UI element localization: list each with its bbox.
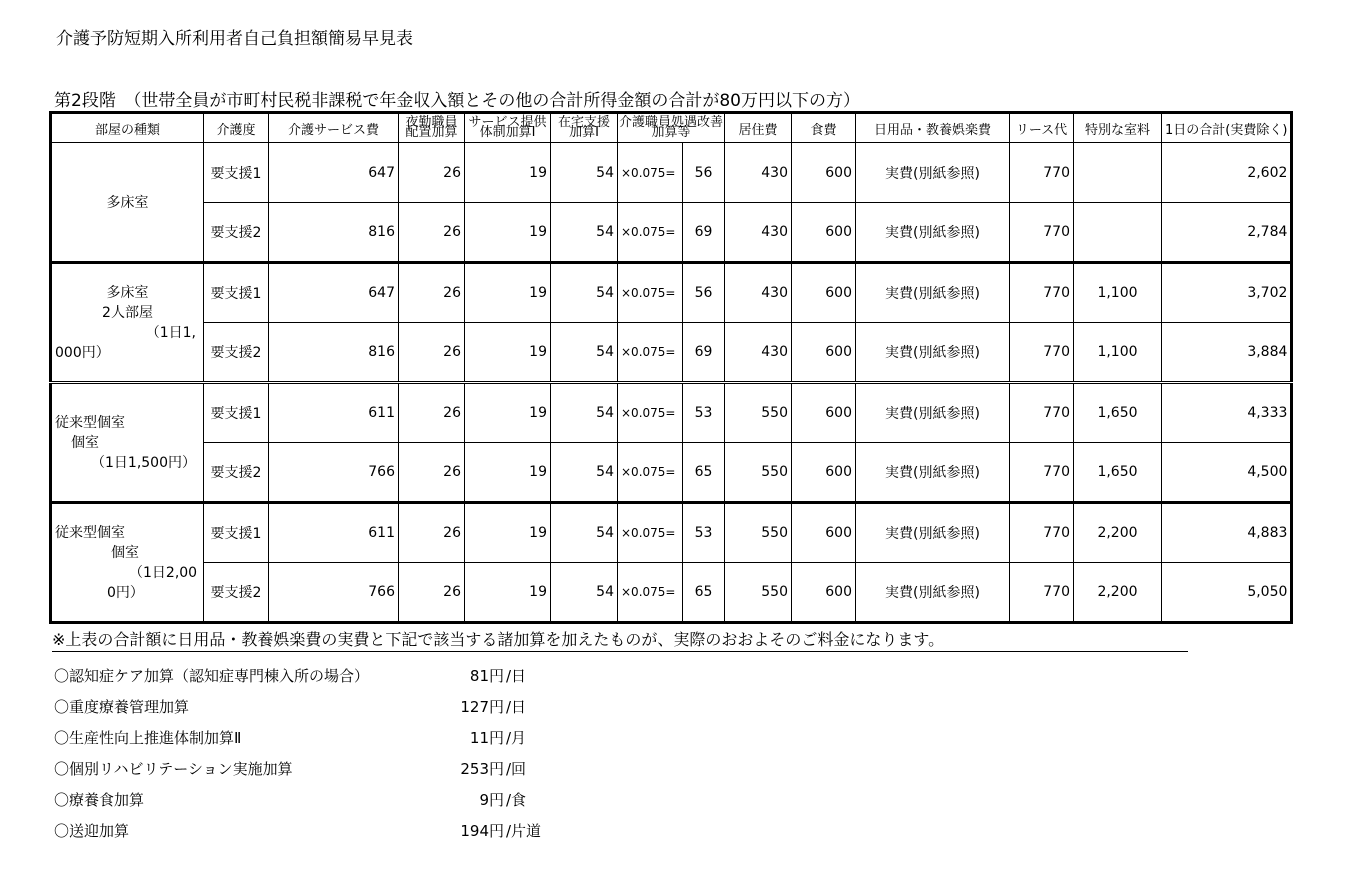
fee-table — [49, 111, 1293, 624]
meal-cell: 600 — [792, 203, 856, 263]
addon-name: 〇生産性向上推進体制加算Ⅱ — [54, 729, 242, 747]
night-staff-cell: 26 — [399, 503, 465, 563]
rate-cell: ×0.075= — [618, 503, 683, 563]
care-level-cell: 要支援2 — [204, 443, 269, 503]
rate-cell: ×0.075= — [618, 443, 683, 503]
room-type-line: 従来型個室 — [55, 524, 125, 541]
residence-cell: 550 — [725, 503, 792, 563]
room-type-line: 000円） — [55, 344, 110, 361]
table-note: ※上表の合計額に日用品・教養娯楽費の実費と下記で該当する諸加算を加えたものが、実際のおおよそのご料金になります。 — [52, 627, 1188, 652]
addon-item — [54, 815, 541, 846]
header-service-system: サービス提供体制加算Ⅰ — [465, 113, 551, 143]
room-type-line: 個室 — [71, 434, 99, 451]
addon-price: 11円 — [469, 729, 504, 747]
care-level-cell: 要支援1 — [204, 263, 269, 323]
home-support-cell: 54 — [551, 563, 618, 623]
meal-cell: 600 — [792, 563, 856, 623]
daily-goods-cell: 実費(別紙参照) — [856, 443, 1010, 503]
room-type-line: 0円） — [107, 584, 144, 601]
care-level-cell: 要支援2 — [204, 203, 269, 263]
addon-item — [54, 722, 541, 753]
meal-cell: 600 — [792, 383, 856, 443]
lease-cell: 770 — [1010, 203, 1074, 263]
service-system-cell: 19 — [465, 203, 551, 263]
header-staff-improvement: 介護職員処遇改善加算等 — [618, 113, 725, 143]
header-service-fee: 介護サービス費 — [269, 113, 399, 143]
header-night-staff: 夜勤職員配置加算 — [399, 113, 465, 143]
service-fee-cell: 647 — [269, 143, 399, 203]
residence-cell: 550 — [725, 563, 792, 623]
addon-unit: /日 — [506, 698, 527, 716]
table-row — [51, 563, 1292, 623]
home-support-cell: 54 — [551, 383, 618, 443]
lease-cell: 770 — [1010, 383, 1074, 443]
addon-price: 253円 — [460, 760, 504, 778]
special-room-cell: 1,100 — [1074, 263, 1162, 323]
care-level-cell: 要支援1 — [204, 143, 269, 203]
service-fee-cell: 766 — [269, 563, 399, 623]
service-system-cell: 19 — [465, 143, 551, 203]
service-system-cell: 19 — [465, 323, 551, 383]
residence-cell: 430 — [725, 143, 792, 203]
night-staff-cell: 26 — [399, 203, 465, 263]
room-type-line: 多床室 — [106, 284, 149, 301]
lease-cell: 770 — [1010, 503, 1074, 563]
service-fee-cell: 611 — [269, 383, 399, 443]
staff-improvement-cell: 69 — [683, 203, 725, 263]
home-support-cell: 54 — [551, 503, 618, 563]
special-room-cell — [1074, 203, 1162, 263]
night-staff-cell: 26 — [399, 563, 465, 623]
table-row — [51, 323, 1292, 383]
staff-improvement-cell: 53 — [683, 503, 725, 563]
header-meal: 食費 — [792, 113, 856, 143]
addon-name: 〇個別リハビリテーション実施加算 — [54, 760, 293, 778]
room-type-cell — [51, 383, 204, 503]
room-type-line: 従来型個室 — [55, 414, 125, 431]
room-type-line: （1日1, — [145, 324, 196, 341]
daily-total-cell: 4,500 — [1162, 443, 1292, 503]
table-row — [51, 383, 1292, 443]
service-fee-cell: 816 — [269, 323, 399, 383]
room-type-line: 多床室 — [106, 195, 149, 211]
service-system-cell: 19 — [465, 503, 551, 563]
meal-cell: 600 — [792, 443, 856, 503]
special-room-cell — [1074, 143, 1162, 203]
home-support-cell: 54 — [551, 203, 618, 263]
room-type-line: 個室 — [111, 544, 139, 561]
addon-unit: /片道 — [506, 822, 542, 840]
meal-cell: 600 — [792, 323, 856, 383]
addon-name: 〇送迎加算 — [54, 822, 130, 840]
addon-price: 9円 — [479, 791, 504, 809]
addon-list — [54, 660, 541, 846]
meal-cell: 600 — [792, 503, 856, 563]
addon-unit: /月 — [506, 729, 527, 747]
addon-price: 127円 — [460, 698, 504, 716]
care-level-cell: 要支援2 — [204, 323, 269, 383]
residence-cell: 430 — [725, 323, 792, 383]
daily-total-cell: 4,883 — [1162, 503, 1292, 563]
daily-goods-cell: 実費(別紙参照) — [856, 323, 1010, 383]
night-staff-cell: 26 — [399, 323, 465, 383]
room-type-cell — [51, 263, 204, 383]
service-fee-cell: 647 — [269, 263, 399, 323]
table-row — [51, 443, 1292, 503]
care-level-cell: 要支援1 — [204, 383, 269, 443]
residence-cell: 430 — [725, 203, 792, 263]
staff-improvement-cell: 65 — [683, 563, 725, 623]
room-type-line: 2人部屋 — [102, 304, 153, 321]
addon-name: 〇重度療養管理加算 — [54, 698, 190, 716]
lease-cell: 770 — [1010, 143, 1074, 203]
table-header-row — [51, 113, 1292, 143]
staff-improvement-cell: 69 — [683, 323, 725, 383]
header-room-type: 部屋の種類 — [51, 113, 204, 143]
rate-cell: ×0.075= — [618, 203, 683, 263]
header-special-room: 特別な室料 — [1074, 113, 1162, 143]
header-daily-goods: 日用品・教養娯楽費 — [856, 113, 1010, 143]
table-row — [51, 203, 1292, 263]
addon-unit: /回 — [506, 760, 527, 778]
table-row — [51, 263, 1292, 323]
daily-total-cell: 4,333 — [1162, 383, 1292, 443]
daily-goods-cell: 実費(別紙参照) — [856, 383, 1010, 443]
residence-cell: 430 — [725, 263, 792, 323]
staff-improvement-cell: 65 — [683, 443, 725, 503]
daily-total-cell: 3,702 — [1162, 263, 1292, 323]
special-room-cell: 2,200 — [1074, 563, 1162, 623]
addon-name: 〇療養食加算 — [54, 791, 145, 809]
rate-cell: ×0.075= — [618, 563, 683, 623]
rate-cell: ×0.075= — [618, 263, 683, 323]
rate-cell: ×0.075= — [618, 143, 683, 203]
service-fee-cell: 766 — [269, 443, 399, 503]
night-staff-cell: 26 — [399, 443, 465, 503]
lease-cell: 770 — [1010, 323, 1074, 383]
room-type-cell — [51, 143, 204, 263]
home-support-cell: 54 — [551, 263, 618, 323]
daily-total-cell: 5,050 — [1162, 563, 1292, 623]
addon-item — [54, 753, 541, 784]
daily-goods-cell: 実費(別紙参照) — [856, 203, 1010, 263]
addon-item — [54, 660, 541, 691]
home-support-cell: 54 — [551, 323, 618, 383]
daily-goods-cell: 実費(別紙参照) — [856, 503, 1010, 563]
residence-cell: 550 — [725, 383, 792, 443]
night-staff-cell: 26 — [399, 263, 465, 323]
home-support-cell: 54 — [551, 143, 618, 203]
addon-item — [54, 691, 541, 722]
table-row — [51, 143, 1292, 203]
header-daily-total: 1日の合計(実費除く) — [1162, 113, 1292, 143]
page-title: 介護予防短期入所利用者自己負担額簡易早見表 — [56, 29, 413, 49]
table-row — [51, 503, 1292, 563]
lease-cell: 770 — [1010, 263, 1074, 323]
care-level-cell: 要支援1 — [204, 503, 269, 563]
home-support-cell: 54 — [551, 443, 618, 503]
service-system-cell: 19 — [465, 383, 551, 443]
care-level-cell: 要支援2 — [204, 563, 269, 623]
daily-total-cell: 3,884 — [1162, 323, 1292, 383]
meal-cell: 600 — [792, 263, 856, 323]
room-type-line: （1日1,500円） — [91, 454, 196, 471]
header-lease: リース代 — [1010, 113, 1074, 143]
lease-cell: 770 — [1010, 563, 1074, 623]
room-type-line: （1日2,00 — [129, 564, 198, 581]
daily-goods-cell: 実費(別紙参照) — [856, 563, 1010, 623]
addon-name: 〇認知症ケア加算（認知症専門棟入所の場合） — [54, 667, 370, 685]
addon-price: 194円 — [460, 822, 504, 840]
addon-unit: /日 — [506, 667, 527, 685]
special-room-cell: 2,200 — [1074, 503, 1162, 563]
meal-cell: 600 — [792, 143, 856, 203]
staff-improvement-cell: 56 — [683, 143, 725, 203]
addon-unit: /食 — [506, 791, 527, 809]
rate-cell: ×0.075= — [618, 383, 683, 443]
night-staff-cell: 26 — [399, 383, 465, 443]
service-system-cell: 19 — [465, 263, 551, 323]
header-home-support: 在宅支援加算Ⅰ — [551, 113, 618, 143]
daily-total-cell: 2,602 — [1162, 143, 1292, 203]
daily-goods-cell: 実費(別紙参照) — [856, 143, 1010, 203]
service-fee-cell: 611 — [269, 503, 399, 563]
room-type-cell — [51, 503, 204, 623]
rate-cell: ×0.075= — [618, 323, 683, 383]
special-room-cell: 1,650 — [1074, 383, 1162, 443]
daily-goods-cell: 実費(別紙参照) — [856, 263, 1010, 323]
daily-total-cell: 2,784 — [1162, 203, 1292, 263]
header-care-level: 介護度 — [204, 113, 269, 143]
header-residence: 居住費 — [725, 113, 792, 143]
addon-price: 81円 — [469, 667, 504, 685]
staff-improvement-cell: 53 — [683, 383, 725, 443]
subtitle: 第2段階 （世帯全員が市町村民税非課税で年金収入額とその他の合計所得金額の合計が80万円以下の方） — [54, 91, 860, 111]
service-system-cell: 19 — [465, 443, 551, 503]
addon-item — [54, 784, 541, 815]
residence-cell: 550 — [725, 443, 792, 503]
night-staff-cell: 26 — [399, 143, 465, 203]
service-system-cell: 19 — [465, 563, 551, 623]
service-fee-cell: 816 — [269, 203, 399, 263]
special-room-cell: 1,650 — [1074, 443, 1162, 503]
staff-improvement-cell: 56 — [683, 263, 725, 323]
special-room-cell: 1,100 — [1074, 323, 1162, 383]
lease-cell: 770 — [1010, 443, 1074, 503]
